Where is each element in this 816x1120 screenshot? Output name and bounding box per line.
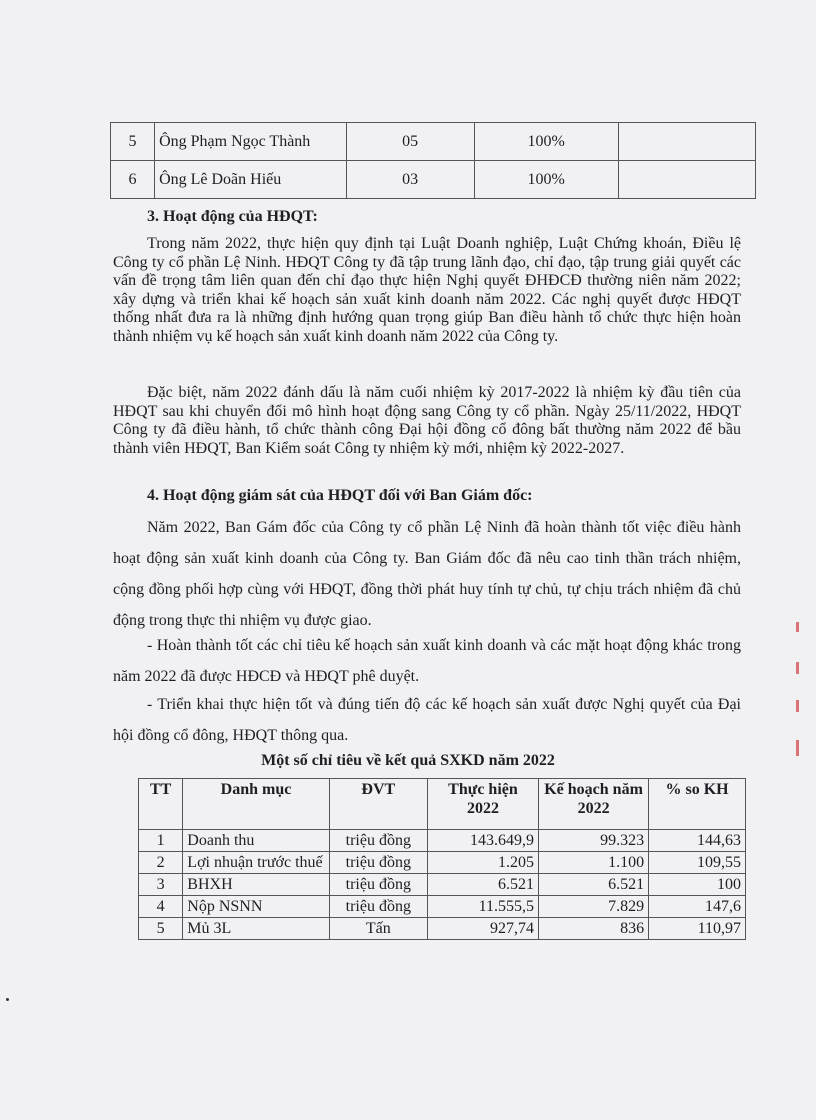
member-note xyxy=(618,123,755,161)
kpi-header-row xyxy=(139,779,746,830)
section-3-paragraph-1-text: Trong năm 2022, thực hiện quy định tại Luật Doanh nghiệp, Luật Chứng khoán, Điều lệ Công ty cổ phần Lệ Ninh. HĐQT Công ty đã tập trung lãnh đạo, chỉ đạo, tập trung giải quyết các vấn đề trọng tâm liên quan đến chỉ đạo thực hiện Nghị quyết ĐHĐCĐ thường niên năm 2022; xây dựng và triển khai kế hoạch sản xuất kinh doanh năm 2022. Các nghị quyết được HĐQT thống nhất đưa ra là những định hướng quan trọng giúp Ban điều hành tổ chức thực hiện hoàn thành nhiệm vụ kế hoạch sản xuất kinh doanh năm 2022 của Công ty. xyxy=(113,235,741,345)
row-unit: triệu đồng xyxy=(329,896,427,918)
row-actual: 1.205 xyxy=(427,852,538,874)
table-row xyxy=(139,918,746,940)
section-3-paragraph-2-text: Đặc biệt, năm 2022 đánh dấu là năm cuối nhiệm kỳ 2017-2022 là nhiệm kỳ đầu tiên của HĐQT sau khi chuyển đổi mô hình hoạt động sang Công ty cổ phần. Ngày 25/11/2022, HĐQT Công ty đã điều hành, tổ chức thành công Đại hội đồng cổ đông bất thường năm 2022 để bầu thành viên HĐQT, Ban Kiểm soát Công ty nhiệm kỳ mới, nhiệm kỳ 2022-2027. xyxy=(113,384,741,457)
row-name: Lợi nhuận trước thuế xyxy=(183,852,329,874)
header-plan: Kế hoạch năm 2022 xyxy=(539,779,649,830)
row-unit: triệu đồng xyxy=(329,852,427,874)
row-plan: 6.521 xyxy=(539,874,649,896)
scan-edge-mark xyxy=(796,700,799,712)
row-unit: triệu đồng xyxy=(329,874,427,896)
scan-edge-mark xyxy=(796,662,799,674)
scan-edge-mark xyxy=(796,740,799,756)
section-3-paragraph-2 xyxy=(113,384,741,458)
member-tt: 5 xyxy=(111,123,155,161)
section-4-paragraph-2-text: - Hoàn thành tốt các chỉ tiêu kế hoạch sản xuất kinh doanh và các mặt hoạt động khác trong năm 2022 đã được HĐCĐ và HĐQT phê duyệt. xyxy=(113,637,741,685)
row-name: Mủ 3L xyxy=(183,918,329,940)
scan-edge-mark xyxy=(796,622,799,632)
scan-speck xyxy=(6,998,9,1001)
row-tt: 4 xyxy=(139,896,183,918)
member-percent: 100% xyxy=(474,161,618,199)
kpi-table xyxy=(138,778,746,940)
section-3-heading: 3. Hoạt động của HĐQT: xyxy=(147,208,318,225)
section-4-paragraph-1 xyxy=(113,512,741,636)
header-tt: TT xyxy=(139,779,183,830)
row-tt: 2 xyxy=(139,852,183,874)
section-4-heading: 4. Hoạt động giám sát của HĐQT đối với Ban Giám đốc: xyxy=(147,487,533,504)
row-tt: 5 xyxy=(139,918,183,940)
row-percent: 109,55 xyxy=(649,852,746,874)
table-row xyxy=(139,874,746,896)
table-row xyxy=(139,830,746,852)
table-row xyxy=(111,161,756,199)
member-tt: 6 xyxy=(111,161,155,199)
header-name: Danh mục xyxy=(183,779,329,830)
row-plan: 1.100 xyxy=(539,852,649,874)
row-unit: triệu đồng xyxy=(329,830,427,852)
row-percent: 144,63 xyxy=(649,830,746,852)
header-actual: Thực hiện 2022 xyxy=(427,779,538,830)
row-actual: 6.521 xyxy=(427,874,538,896)
member-note xyxy=(618,161,755,199)
row-percent: 100 xyxy=(649,874,746,896)
row-actual: 11.555,5 xyxy=(427,896,538,918)
row-percent: 110,97 xyxy=(649,918,746,940)
header-unit: ĐVT xyxy=(329,779,427,830)
table-row xyxy=(139,896,746,918)
section-4-paragraph-1-text: Năm 2022, Ban Gám đốc của Công ty cổ phần Lệ Ninh đã hoàn thành tốt việc điều hành hoạt động sản xuất kinh doanh của Công ty. Ban Giám đốc đã nêu cao tinh thần trách nhiệm, cộng đồng phối hợp cùng với HĐQT, đồng thời phát huy tính tự chủ, tự chịu trách nhiệm đã chủ động trong thực thi nhiệm vụ được giao. xyxy=(113,519,741,629)
row-unit: Tấn xyxy=(329,918,427,940)
row-plan: 99.323 xyxy=(539,830,649,852)
table-row xyxy=(139,852,746,874)
row-name: Doanh thu xyxy=(183,830,329,852)
row-name: Nộp NSNN xyxy=(183,896,329,918)
row-actual: 927,74 xyxy=(427,918,538,940)
member-name: Ông Lê Doãn Hiếu xyxy=(155,161,347,199)
row-tt: 3 xyxy=(139,874,183,896)
section-4-paragraph-3-text: - Triển khai thực hiện tốt và đúng tiến độ các kế hoạch sản xuất được Nghị quyết của Đại hội đồng cổ đông, HĐQT thông qua. xyxy=(113,696,741,744)
section-4-paragraph-3 xyxy=(113,689,741,751)
member-sessions: 03 xyxy=(346,161,474,199)
member-sessions: 05 xyxy=(346,123,474,161)
row-actual: 143.649,9 xyxy=(427,830,538,852)
row-percent: 147,6 xyxy=(649,896,746,918)
table-row xyxy=(111,123,756,161)
row-plan: 7.829 xyxy=(539,896,649,918)
section-3-paragraph-1 xyxy=(113,235,741,347)
row-plan: 836 xyxy=(539,918,649,940)
row-tt: 1 xyxy=(139,830,183,852)
board-members-table xyxy=(110,122,756,199)
member-percent: 100% xyxy=(474,123,618,161)
section-4-paragraph-2 xyxy=(113,630,741,692)
header-percent: % so KH xyxy=(649,779,746,830)
row-name: BHXH xyxy=(183,874,329,896)
kpi-table-title: Một số chỉ tiêu về kết quả SXKD năm 2022 xyxy=(261,752,555,769)
member-name: Ông Phạm Ngọc Thành xyxy=(155,123,347,161)
